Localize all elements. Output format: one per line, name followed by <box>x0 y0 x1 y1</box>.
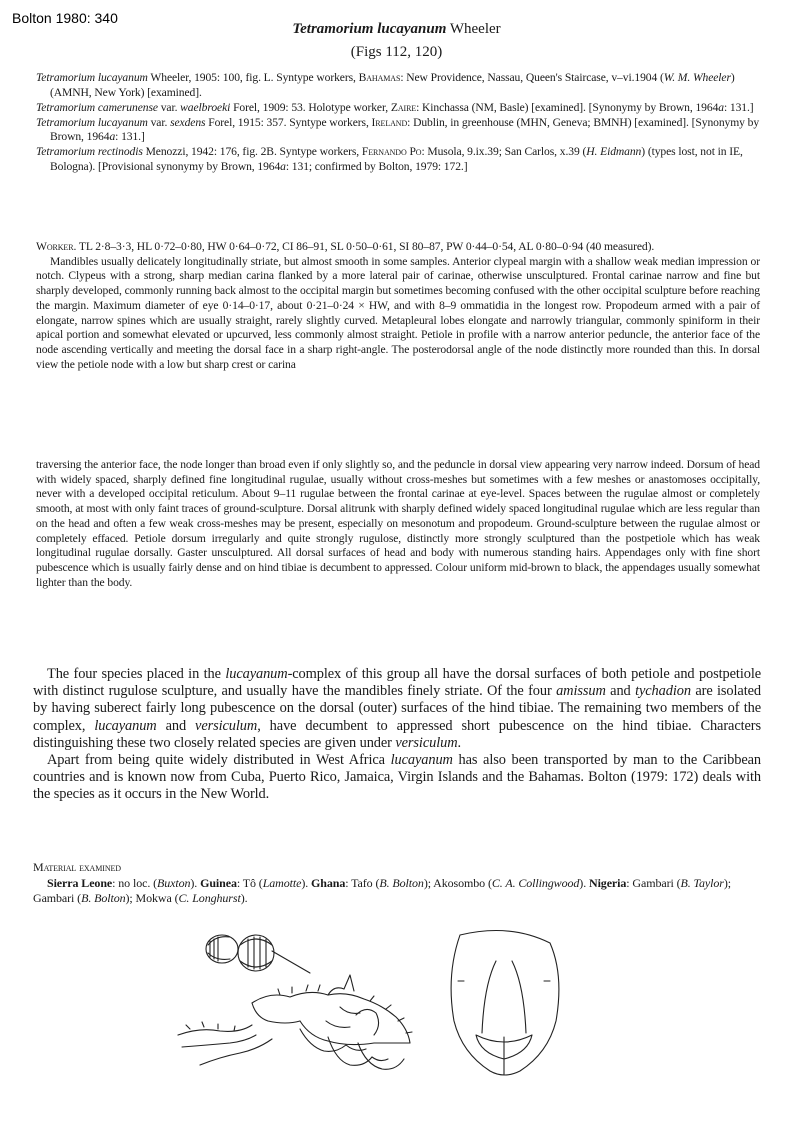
record-collector: B. Bolton <box>81 891 126 906</box>
discussion-paragraph <box>33 752 761 804</box>
variety-name: waelbroeki <box>180 100 231 114</box>
worker-description-text: Mandibles usually delicately longitudinally striate, but almost smooth in some samples. Anterior clypeal margin with a shallow weak median impression or notch. Clypeus with a strong, sharp median carina flanked by a more lateral pair of carinae, otherwise unsculptured. Frontal carinae narrow and fine but sharply developed, commonly running back almost to the occipital margin but sometimes becoming confused with the other occipital sculpture before reaching the margin. Maximum diameter of eye 0·14–0·17, about 0·21–0·24 × HW, and with 8–9 ommatidia in the longest row. Propodeum armed with a pair of elongate, narrow spines which are usually straight, rarely slightly curved. Metapleural lobes elongate and narrowly triangular, commonly spiniform in their apical portion and somewhat elevated or upcurved, less commonly almost straight. Petiole in profile with a narrow anterior peduncle, the anterior face of the node ascending vertically and meeting the dorsal face in a sharp right-angle. The posterodorsal angle of the node distinctly more rounded than this. In dorsal view the petiole node with a low but sharp crest or carina <box>36 254 760 371</box>
taxon-name: lucayanum <box>390 752 453 769</box>
record-collector: Buxton <box>157 875 191 890</box>
citation-text: : 131.] <box>115 130 145 144</box>
record-text: ). <box>301 875 312 890</box>
taxon-name: Tetramorium camerunense <box>36 100 158 114</box>
taxon-name: lucayanum <box>94 717 157 734</box>
synonym-entry <box>36 116 760 145</box>
specimen-figure <box>160 925 580 1085</box>
record-text: ); Akosombo ( <box>423 875 492 890</box>
locality-country: Fernando Po <box>361 145 422 159</box>
taxon-name: versiculum <box>195 717 258 734</box>
record-text: ). <box>579 875 589 890</box>
locality-country: Ireland <box>371 115 408 129</box>
citation-text: Forel, 1909: 53. Holotype worker, <box>230 100 391 114</box>
material-records <box>33 876 763 907</box>
locality-country: Bahamas <box>358 71 401 84</box>
species-name: Tetramorium lucayanum <box>292 21 447 37</box>
measurement-text: . TL 2·8–3·3, HL 0·72–0·80, HW 0·64–0·72, CI 86–91, SL 0·50–0·61, SI 80–87, PW 0·44–0·54, AL 0·80–0·94 (40 measured). <box>73 240 655 253</box>
citation-text: Forel, 1915: 357. Syntype workers, <box>205 115 372 129</box>
citation-suffix: a <box>718 100 724 114</box>
text-run: and <box>605 683 636 700</box>
worker-description-text: traversing the anterior face, the node longer than broad even if only slightly so, and the peduncle in dorsal view appearing very narrow indeed. Dorsum of head with widely spaced, sharply defined fine longitudinal rugulae, usually without cross-meshes but sometimes with a few meshes or anastomoses occipitally, never with a developed occipital reticulum. About 9–11 rugulae between the frontal carinae at eye-level. Spaces between the rugulae almost or completely smooth, at most with only faint traces of ground-sculpture. Dorsal alitrunk with sharply defined widely spaced longitudinal rugulae which are less regular than on the head and often a few weak cross-meshes may be present, especially on mesonotum and propodeum. Ground-sculpture between the rugulae almost or completely effaced. Petiole dorsum irregularly and quite strongly rugulose, distinctly more strongly sculptured than the postpetiole which has weak longitudinal rugulae dorsally. Gaster unsculptured. All dorsal surfaces of head and body with numerous standing hairs. Appendages only with fine short pubescence which is usually fairly dense and on hind tibiae is decumbent to appressed. Colour uniform mid-brown to black, the appendages usually somewhat lighter than the body. <box>36 458 760 589</box>
caste-label: Worker <box>36 240 74 253</box>
record-text: : Gambari ( <box>626 875 681 890</box>
material-examined <box>33 860 763 907</box>
citation-text: : Kinchassa (NM, Basle) [examined]. [Synonymy by Brown, 1964 <box>416 100 719 114</box>
discussion-paragraph <box>33 666 761 752</box>
text-run: are isolated by having suberect fairly long pubescence on the dorsal (outer) surfaces of the hind tibiae. The remaining two members of the complex, <box>33 683 761 734</box>
citation-text: var. <box>157 100 181 114</box>
citation-text: var. <box>147 115 171 129</box>
record-collector: B. Bolton <box>379 875 424 890</box>
ant-profile-drawing-icon <box>178 935 412 1069</box>
record-collector: Lamotte <box>262 875 302 890</box>
citation-text: ) (types lost, not in IE, Bologna). [Provisional synonymy by Brown, 1964 <box>50 145 743 174</box>
text-run: -complex of this group all have the dorsal surfaces of both petiole and postpetiole with distinct rugulose sculpture, and usually have the mandibles finely striate. Of the four <box>33 666 761 700</box>
taxon-name: Tetramorium lucayanum <box>36 71 148 84</box>
variety-name: sexdens <box>170 115 206 129</box>
record-text: ); Mokwa ( <box>125 891 179 906</box>
citation-suffix: a <box>109 130 116 144</box>
record-text: ). <box>190 875 201 890</box>
citation-text: : New Providence, Nassau, Queen's Staircase, v–vi.1904 ( <box>400 71 664 84</box>
taxon-name: Tetramorium rectinodis <box>36 145 143 159</box>
record-text: : Tafo ( <box>345 875 380 890</box>
page-tag: Bolton 1980: 340 <box>12 10 118 26</box>
citation-text: : Musola, 9.ix.39; San Carlos, x.39 ( <box>421 145 587 159</box>
synonymy-list <box>36 71 760 175</box>
citation-text: ) (AMNH, New York) [examined]. <box>50 71 735 99</box>
taxon-name: Tetramorium lucayanum <box>36 115 148 129</box>
discussion <box>33 666 761 804</box>
text-run: . <box>457 734 462 751</box>
text-run: , have decumbent to appressed short pubescence on the hind tibiae. Characters distinguishing these two closely related species are given under <box>33 717 761 751</box>
species-title <box>0 21 793 38</box>
taxon-name: amissum <box>556 683 606 700</box>
taxon-name: versiculum <box>395 734 458 751</box>
collector-name: W. M. Wheeler <box>663 71 731 84</box>
record-text: : Tô ( <box>236 875 263 890</box>
taxon-name: lucayanum <box>225 666 288 682</box>
figure-reference: (Figs 112, 120) <box>350 44 443 60</box>
record-text: ); Gambari ( <box>33 875 731 906</box>
synonym-entry <box>36 71 760 100</box>
record-collector: B. Taylor <box>680 875 724 890</box>
locality-country: Zaire <box>390 100 417 114</box>
citation-text: : Dublin, in greenhouse (MHN, Geneva; BMNH) [examined]. [Synonymy by Brown, 1964 <box>50 115 760 144</box>
synonym-entry <box>36 101 760 116</box>
text-run: has also been transported by man to the Caribbean countries and is known now from Cuba, Puerto Rico, Jamaica, Virgin Islands and the Bahamas. Bolton (1979: 172) deals with the species as it occurs in the New World. <box>33 752 761 803</box>
species-author: Wheeler <box>446 21 501 37</box>
text-run: and <box>156 717 196 734</box>
record-text: ). <box>240 891 248 906</box>
citation-suffix: a <box>280 160 286 174</box>
citation-text: : 131; confirmed by Bolton, 1979: 172.] <box>285 160 468 174</box>
record-text: : no loc. ( <box>112 875 158 890</box>
citation-text: Wheeler, 1905: 100, fig. L. Syntype workers, <box>147 71 359 84</box>
worker-description-continued <box>36 458 760 590</box>
record-collector: C. Longhurst <box>178 891 241 906</box>
record-country: Ghana <box>311 875 346 890</box>
record-collector: C. A. Collingwood <box>491 875 580 890</box>
synonym-entry <box>36 145 760 174</box>
material-heading: Material examined <box>33 860 121 874</box>
citation-text: : 131.] <box>723 100 754 114</box>
worker-measurements <box>36 240 760 255</box>
worker-description <box>36 240 760 372</box>
collector-name: H. Eidmann <box>586 145 642 159</box>
record-country: Nigeria <box>589 875 627 890</box>
text-run: Apart from being quite widely distributed in West Africa <box>47 752 391 769</box>
record-country: Sierra Leone <box>47 875 113 890</box>
citation-text: Menozzi, 1942: 176, fig. 2B. Syntype workers, <box>142 145 362 159</box>
text-run: The four species placed in the <box>47 666 226 682</box>
record-country: Guinea <box>200 875 237 890</box>
taxon-name: tychadion <box>635 683 691 700</box>
ant-head-drawing-icon <box>451 931 559 1076</box>
